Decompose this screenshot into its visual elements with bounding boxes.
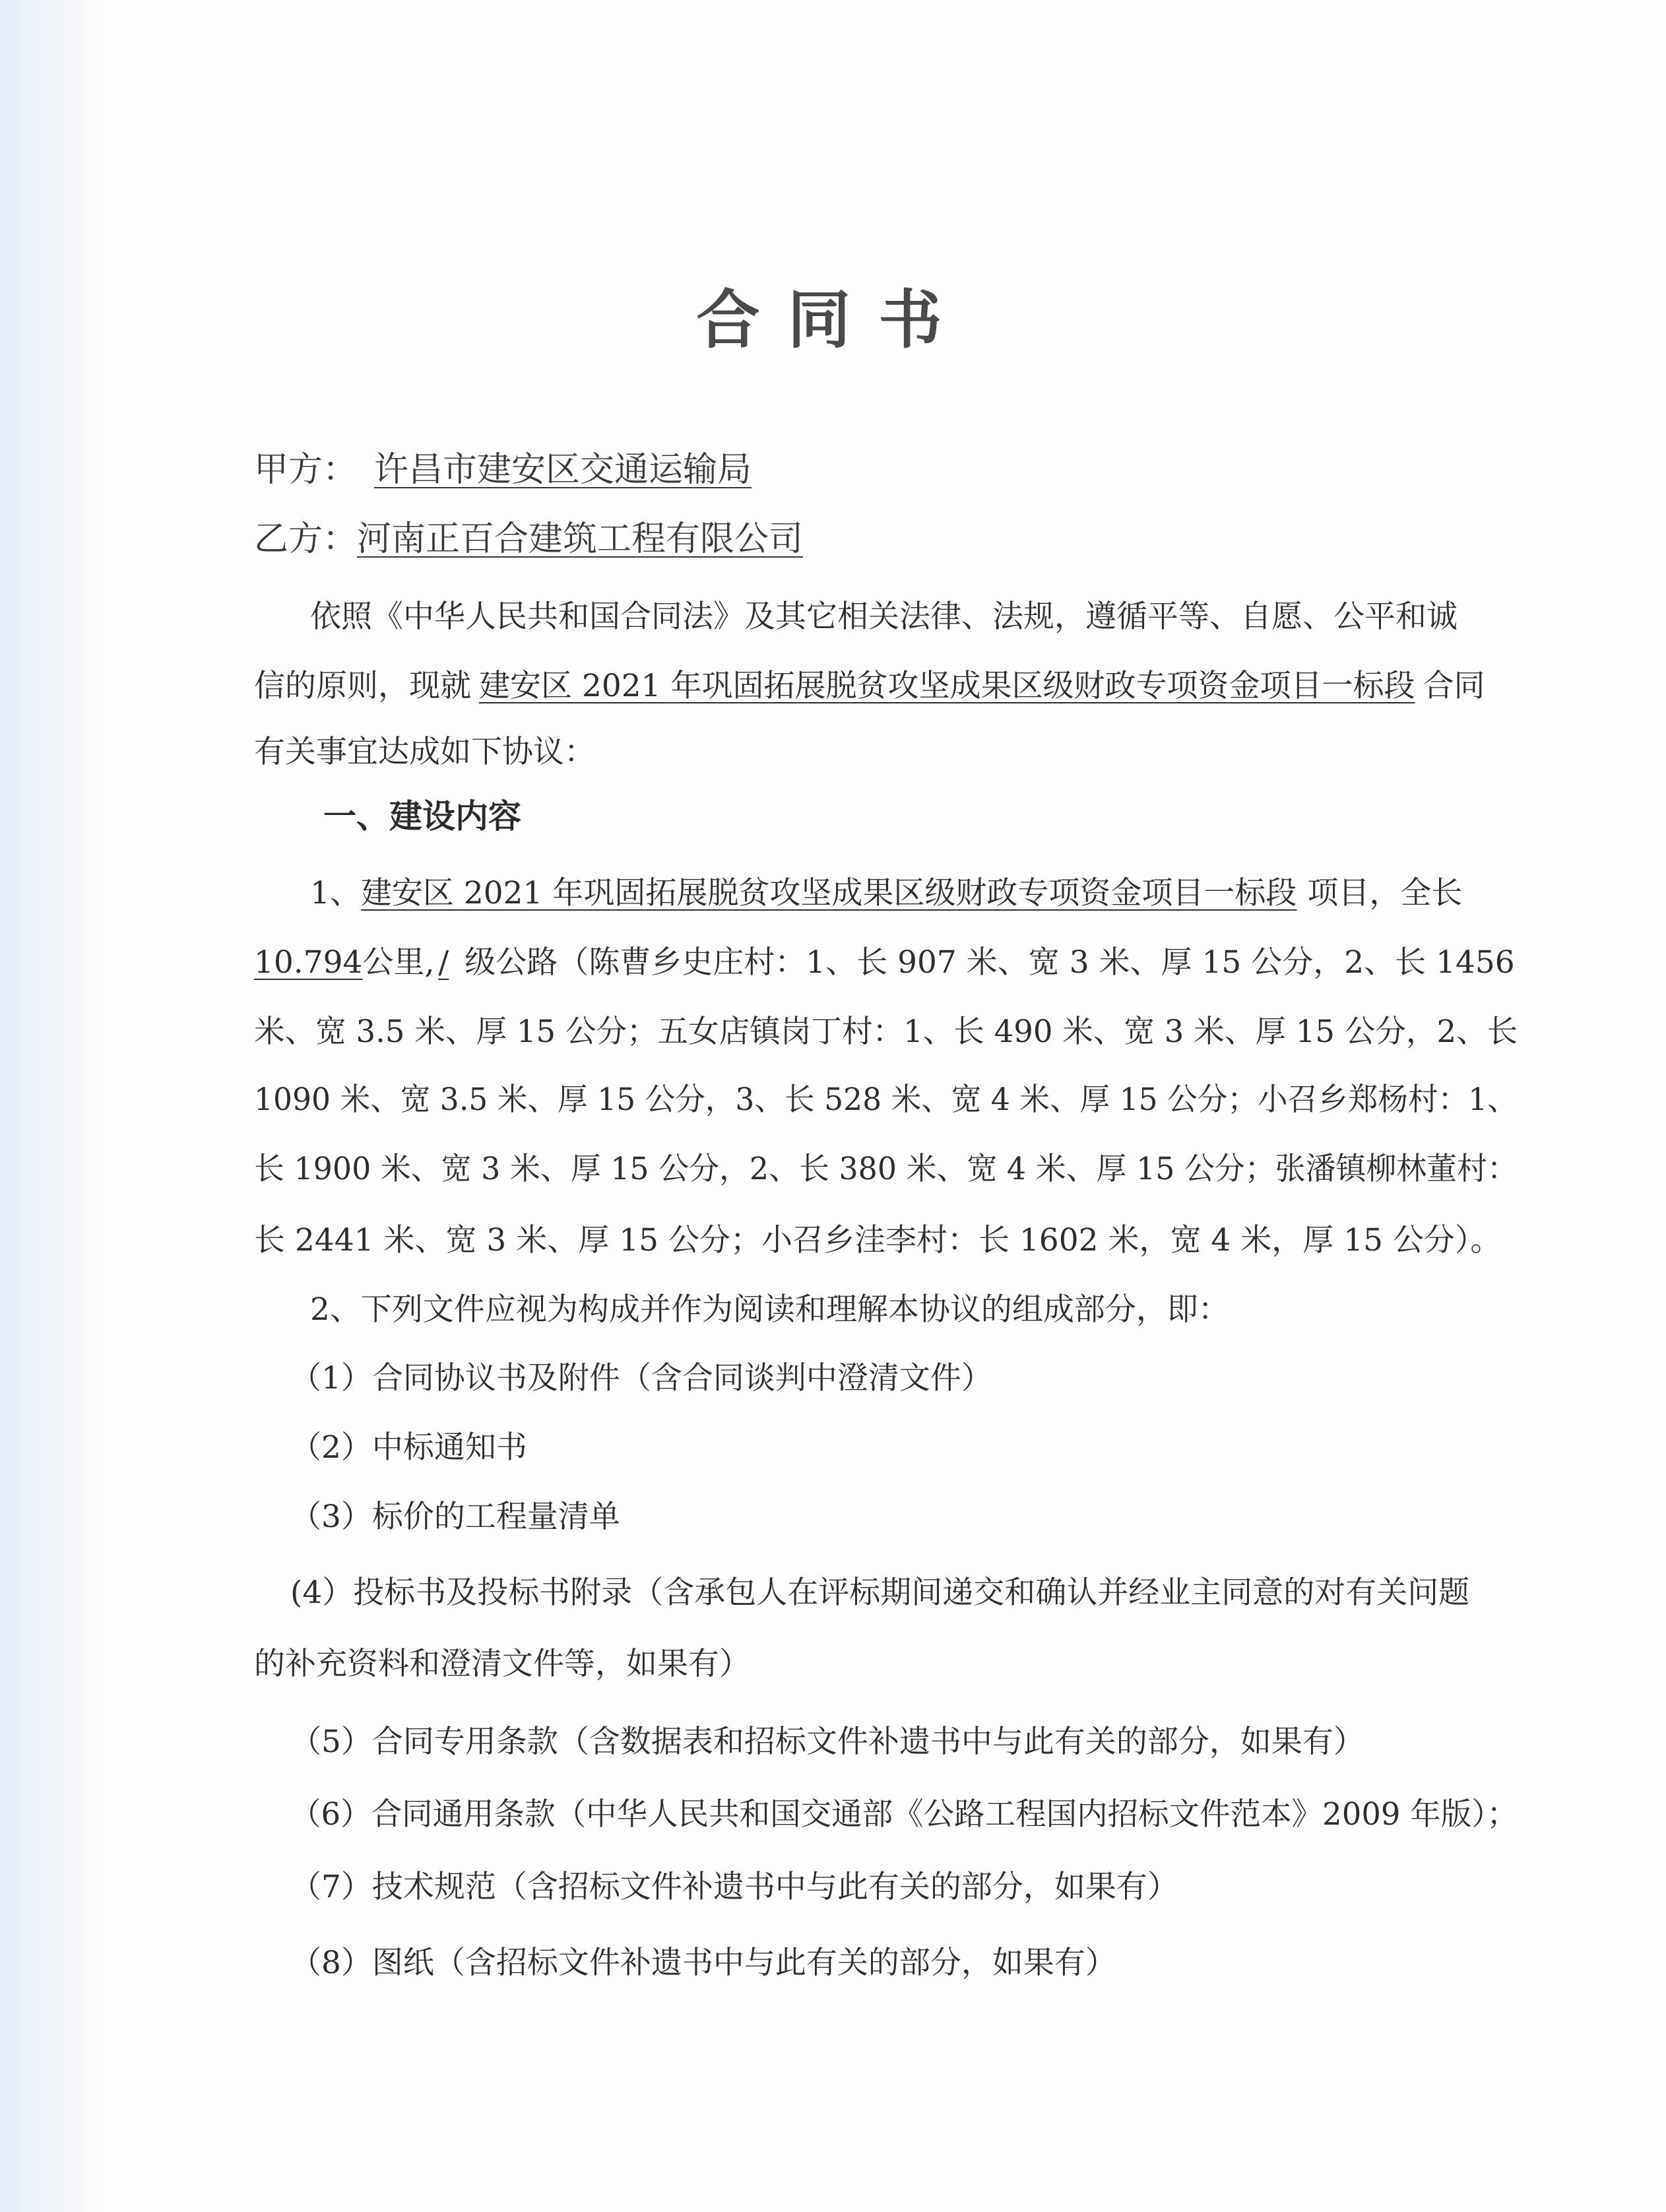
item1-line-6: 长 2441 米、宽 3 米、厚 15 公分；小召乡洼李村：长 1602 米，宽 4 米，厚 15 公分）。	[254, 1222, 1502, 1258]
doc-list-item: （1）合同协议书及附件（含合同谈判中澄清文件）	[290, 1360, 992, 1396]
intro-project-name: 建安区 2021 年巩固拓展脱贫攻坚成果区级财政专项资金项目一标段	[479, 668, 1415, 704]
item1-line-5: 长 1900 米、宽 3 米、厚 15 公分，2、长 380 米、宽 4 米、厚 15 公分；张潘镇柳林董村：	[254, 1151, 1518, 1187]
item1-project-name: 建安区 2021 年巩固拓展脱贫攻坚成果区级财政专项资金项目一标段	[360, 875, 1297, 911]
intro-line-2-prefix: 信的原则，现就	[254, 668, 471, 704]
item1-length: 10.794	[254, 944, 363, 981]
intro-line-2-suffix: 合同	[1423, 668, 1485, 704]
party-a-label: 甲方：	[254, 450, 358, 490]
item1-suffix: 项目，全长	[1307, 875, 1463, 911]
item1-grade: /	[438, 944, 449, 981]
item1-line-4: 1090 米、宽 3.5 米、厚 15 公分，3、长 528 米、宽 4 米、厚 15 公分；小召乡郑杨村：1、	[254, 1082, 1518, 1118]
item2-text: 2、下列文件应视为构成并作为阅读和理解本协议的组成部分，即：	[310, 1291, 1229, 1328]
intro-line-1: 依照《中华人民共和国合同法》及其它相关法律、法规，遵循平等、自愿、公平和诚	[310, 599, 1458, 635]
party-b-row	[254, 518, 836, 562]
item1-unit: 公里,	[362, 944, 435, 981]
doc-list-item: （3）标价的工程量清单	[290, 1499, 620, 1535]
doc-list-item: (4）投标书及投标书附录（含承包人在评标期间递交和确认并经业主同意的对有关问题	[290, 1575, 1470, 1611]
item1-line-2-rest: 级公路（陈曹乡史庄村：1、长 907 米、宽 3 米、厚 15 公分，2、长 1456	[465, 944, 1515, 981]
doc-list-item-continued: 的补充资料和澄清文件等，如果有）	[254, 1646, 750, 1682]
doc-list-item: （5）合同专用条款（含数据表和招标文件补遗书中与此有关的部分，如果有）	[290, 1724, 1364, 1760]
doc-list-item: （8）图纸（含招标文件补遗书中与此有关的部分，如果有）	[290, 1945, 1116, 1981]
section-heading-construction: 一、建设内容	[323, 797, 521, 835]
party-a-name: 许昌市建安区交通运输局	[374, 450, 752, 490]
intro-line-2	[254, 665, 1485, 707]
doc-list-item: （7）技术规范（含招标文件补遗书中与此有关的部分，如果有）	[290, 1869, 1178, 1905]
intro-line-3: 有关事宜达成如下协议：	[254, 734, 595, 770]
item1-line-1	[310, 872, 1462, 915]
party-b-label: 乙方：	[254, 519, 358, 559]
party-b-name: 河南正百合建筑工程有限公司	[357, 519, 804, 559]
doc-list-item: （2）中标通知书	[290, 1429, 527, 1466]
item1-line-3: 米、宽 3.5 米、厚 15 公分；五女店镇岗丁村：1、长 490 米、宽 3 米、厚 15 公分，2、长	[254, 1014, 1518, 1050]
item1-line-2	[254, 942, 1515, 984]
party-a-row	[254, 449, 769, 492]
document-title: 合同书	[696, 283, 970, 357]
item1-prefix: 1、	[310, 875, 361, 911]
doc-list-item: （6）合同通用条款（中华人民共和国交通部《公路工程国内招标文件范本》2009 年版）；	[290, 1796, 1518, 1833]
